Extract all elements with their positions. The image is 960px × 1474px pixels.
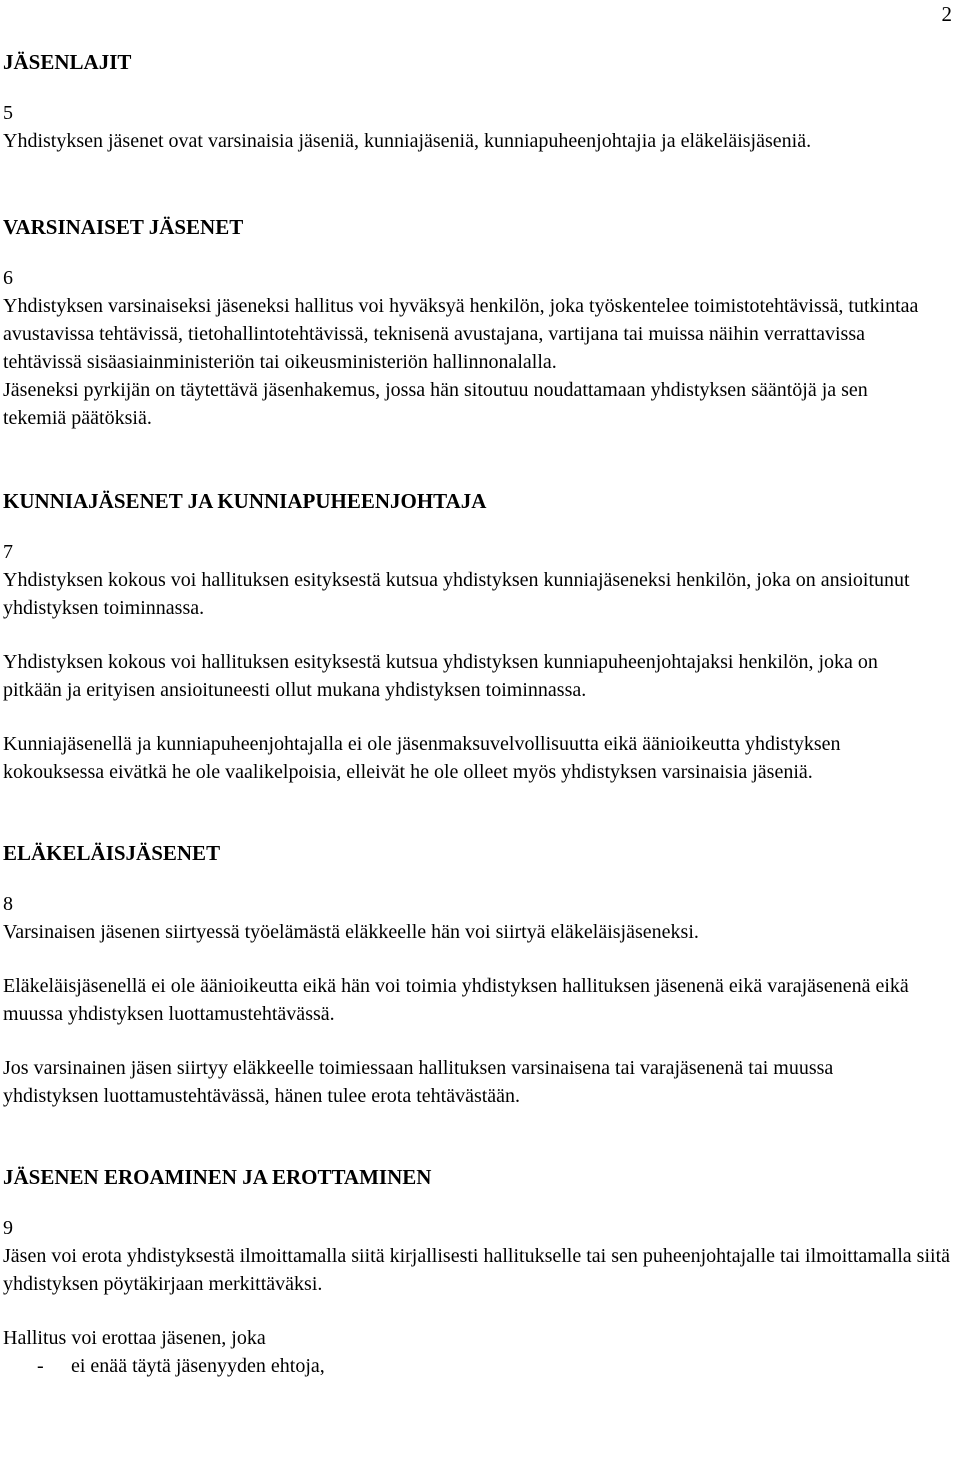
paragraph: Kunniajäsenellä ja kunniapuheenjohtajalla ei ole jäsenmaksuvelvollisuutta eikä äänioikeutta yhdistyksen kokouksessa eivätkä he ole vaalikelpoisia, elleivät he ole olleet myös yhdistyksen varsinaisia jäseniä. (3, 733, 841, 783)
section-title-elakelaisjasenet: ELÄKELÄISJÄSENET (3, 841, 221, 865)
paragraph: Hallitus voi erottaa jäsenen, joka (3, 1327, 266, 1349)
section-title-jasenen-eroaminen: JÄSENEN EROAMINEN JA EROTTAMINEN (3, 1165, 432, 1189)
paragraph: Yhdistyksen varsinaiseksi jäseneksi hallitus voi hyväksyä henkilön, joka työskentelee toimistotehtävissä, tutkintaa avustavissa tehtävissä, tietohallintotehtävissä, teknisenä avustajana, vartijana tai muissa näihin verrattavissa tehtävissä sisäasiainministeriön tai oikeusministeriön hallinnonalalla. (3, 295, 919, 373)
document-body (3, 48, 953, 1380)
paragraph: Yhdistyksen jäsenet ovat varsinaisia jäseniä, kunniajäseniä, kunniapuheenjohtajia ja eläkeläisjäseniä. (3, 130, 812, 152)
paragraph: Yhdistyksen kokous voi hallituksen esityksestä kutsua yhdistyksen kunniajäseneksi henkilön, joka on ansioitunut yhdistyksen toiminnassa. (3, 569, 910, 619)
paragraph: Jäsen voi erota yhdistyksestä ilmoittamalla siitä kirjallisesti hallitukselle tai sen puheenjohtajalle tai ilmoittamalla siitä yhdistyksen pöytäkirjaan merkittäväksi. (3, 1245, 951, 1295)
page-number: 2 (941, 2, 952, 26)
list-item (3, 1352, 953, 1380)
list-dash: - (37, 1355, 44, 1377)
section-number: 6 (3, 267, 13, 289)
section-title-varsinaiset-jasenet: VARSINAISET JÄSENET (3, 215, 244, 239)
paragraph: Eläkeläisjäsenellä ei ole äänioikeutta eikä hän voi toimia yhdistyksen hallituksen jäsenenä eikä varajäsenenä eikä muussa yhdistyksen luottamustehtävässä. (3, 975, 909, 1025)
section-title-jasenlajit: JÄSENLAJIT (3, 50, 132, 74)
section-title-kunniajasenet: KUNNIAJÄSENET JA KUNNIAPUHEENJOHTAJA (3, 489, 487, 513)
section-number: 8 (3, 893, 13, 915)
paragraph: Varsinaisen jäsenen siirtyessä työelämästä eläkkeelle hän voi siirtyä eläkeläisjäseneksi. (3, 921, 699, 943)
paragraph: Jäseneksi pyrkijän on täytettävä jäsenhakemus, jossa hän sitoutuu noudattamaan yhdistyksen sääntöjä ja sen tekemiä päätöksiä. (3, 379, 868, 429)
section-number: 9 (3, 1217, 13, 1239)
list-item-text: ei enää täytä jäsenyyden ehtoja, (71, 1355, 325, 1377)
paragraph: Yhdistyksen kokous voi hallituksen esityksestä kutsua yhdistyksen kunniapuheenjohtajaksi henkilön, joka on pitkään ja erityisen ansioituneesti ollut mukana yhdistyksen toiminnassa. (3, 651, 878, 701)
paragraph: Jos varsinainen jäsen siirtyy eläkkeelle toimiessaan hallituksen varsinaisena tai varajäsenenä tai muussa yhdistyksen luottamustehtävässä, hänen tulee erota tehtävästään. (3, 1057, 834, 1107)
section-number: 5 (3, 102, 13, 124)
section-number: 7 (3, 541, 13, 563)
eroaminen-list (3, 1352, 953, 1380)
